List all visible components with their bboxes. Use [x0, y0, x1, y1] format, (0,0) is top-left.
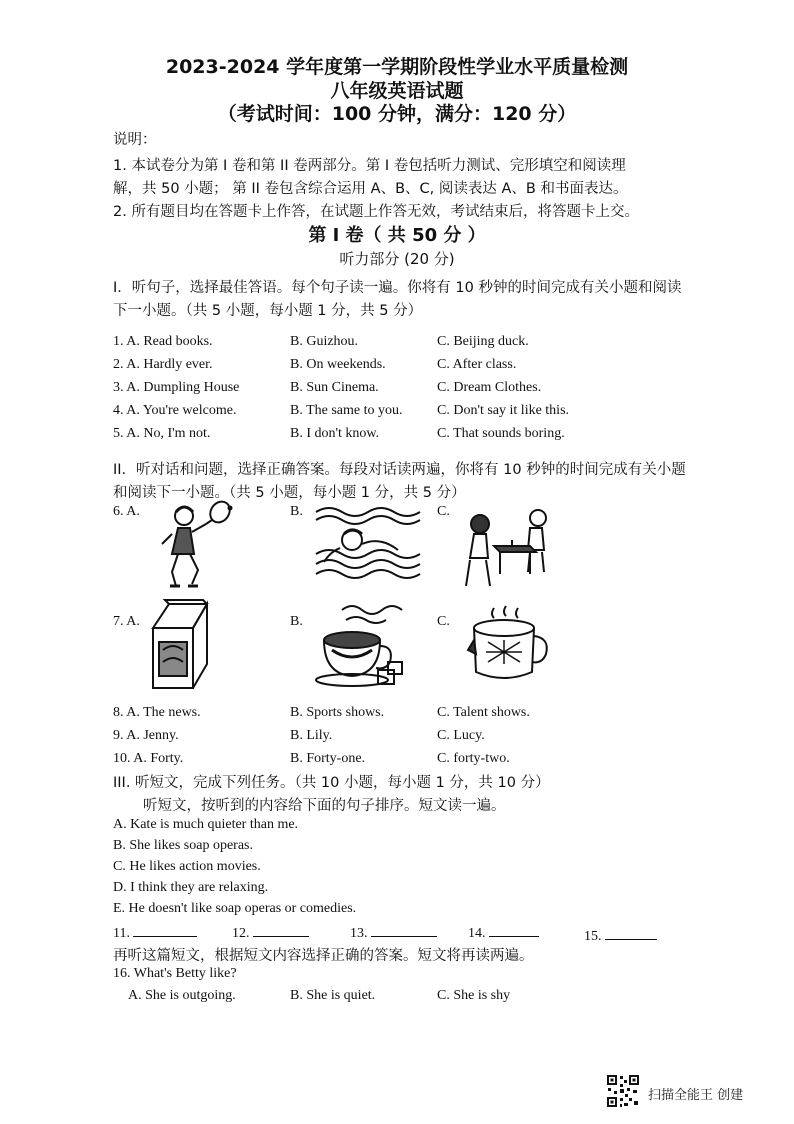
q3-option-a: 3. A. Dumpling House: [113, 380, 240, 395]
sentence-b: B. She likes soap operas.: [113, 838, 253, 853]
q7-label-b: B.: [290, 614, 303, 629]
volume-title: 第 I 卷（ 共 50 分 ）: [308, 225, 486, 246]
q8-option-b: B. Sports shows.: [290, 705, 385, 720]
q9-option-a: 9. A. Jenny.: [113, 728, 179, 743]
q16-option-c: C. She is shy: [437, 988, 511, 1003]
milk-carton-icon: [145, 598, 215, 692]
section1-instruction: I．听句子，选择最佳答语。每个句子读一遍。你将有 10 秒钟的时间完成有关小题和阅读: [113, 280, 682, 296]
scanner-watermark: 扫描全能王 创建: [648, 1088, 744, 1103]
q5-option-b: B. I don't know.: [290, 426, 380, 441]
q9-option-c: C. Lucy.: [437, 728, 485, 743]
table-tennis-icon: [460, 500, 560, 592]
answer-blank-12[interactable]: 12.: [232, 924, 309, 942]
swimmer-icon: [312, 502, 422, 582]
q5-option-c: C. That sounds boring.: [437, 426, 565, 441]
section1-instruction-cont: 下一小题。（共 5 小题，每小题 1 分，共 5 分）: [113, 303, 423, 319]
q5-option-a: 5. A. No, I'm not.: [113, 426, 211, 441]
q4-option-c: C. Don't say it like this.: [437, 403, 570, 418]
answer-blank-11[interactable]: 11.: [113, 924, 197, 942]
blank-line: [605, 927, 657, 940]
q3-option-b: B. Sun Cinema.: [290, 380, 379, 395]
notes-line-1: 1. 本试卷分为第 I 卷和第 II 卷两部分。第 I 卷包括听力测试、完形填空和阅读理: [113, 158, 626, 174]
q6-label-b: B.: [290, 504, 303, 519]
tennis-player-icon: [148, 500, 243, 590]
q4-option-a: 4. A. You're welcome.: [113, 403, 237, 418]
exam-time-score: （考试时间：100 分钟，满分：120 分）: [217, 103, 577, 125]
q1-option-a: 1. A. Read books.: [113, 334, 213, 349]
notes-label: 说明：: [113, 132, 157, 148]
sentence-d: D. I think they are relaxing.: [113, 880, 269, 895]
qr-code-icon: [606, 1074, 640, 1108]
q16-option-b: B. She is quiet.: [290, 988, 376, 1003]
q7-label-c: C.: [437, 614, 450, 629]
section3-task-2: 再听这篇短文，根据短文内容选择正确的答案。短文将再读两遍。: [113, 948, 534, 964]
coffee-cup-icon: [312, 600, 412, 692]
q3-option-c: C. Dream Clothes.: [437, 380, 542, 395]
blank-line: [489, 924, 539, 937]
q4-option-b: B. The same to you.: [290, 403, 403, 418]
q8-option-c: C. Talent shows.: [437, 705, 530, 720]
q16-option-a: A. She is outgoing.: [128, 988, 236, 1003]
q2-option-a: 2. A. Hardly ever.: [113, 357, 213, 372]
tea-mug-icon: [464, 604, 550, 686]
answer-blank-15[interactable]: 15.: [584, 927, 657, 945]
section2-instruction-cont: 和阅读下一小题。（共 5 小题，每小题 1 分，共 5 分）: [113, 485, 466, 501]
q6-label-a: 6. A.: [113, 504, 140, 519]
listening-title: 听力部分 (20 分): [339, 250, 455, 268]
section2-instruction: II．听对话和问题，选择正确答案。每段对话读两遍，你将有 10 秒钟的时间完成有关小题: [113, 462, 686, 478]
notes-line-3: 2. 所有题目均在答题卡上作答，在试题上作答无效，考试结束后，将答题卡上交。: [113, 204, 639, 220]
blank-line: [253, 924, 309, 937]
sentence-c: C. He likes action movies.: [113, 859, 261, 874]
q16-stem: 16. What's Betty like?: [113, 966, 237, 981]
q7-label-a: 7. A.: [113, 614, 140, 629]
q8-option-a: 8. A. The news.: [113, 705, 201, 720]
q6-label-c: C.: [437, 504, 450, 519]
exam-title: 2023-2024 学年度第一学期阶段性学业水平质量检测: [165, 56, 629, 78]
q10-option-b: B. Forty-one.: [290, 751, 366, 766]
q10-option-c: C. forty-two.: [437, 751, 510, 766]
q2-option-c: C. After class.: [437, 357, 517, 372]
sentence-a: A. Kate is much quieter than me.: [113, 817, 299, 832]
blank-line: [133, 924, 197, 937]
answer-blank-14[interactable]: 14.: [468, 924, 539, 942]
q2-option-b: B. On weekends.: [290, 357, 386, 372]
exam-subtitle: 八年级英语试题: [330, 80, 464, 102]
q1-option-c: C. Beijing duck.: [437, 334, 529, 349]
q1-option-b: B. Guizhou.: [290, 334, 359, 349]
section3-task-1: 听短文，按听到的内容给下面的句子排序。短文读一遍。: [143, 798, 506, 814]
sentence-e: E. He doesn't like soap operas or comedies.: [113, 901, 357, 916]
section3-instruction: III. 听短文，完成下列任务。（共 10 小题，每小题 1 分，共 10 分）: [113, 775, 550, 791]
q10-option-a: 10. A. Forty.: [113, 751, 184, 766]
q9-option-b: B. Lily.: [290, 728, 333, 743]
blank-line: [371, 924, 437, 937]
answer-blank-13[interactable]: 13.: [350, 924, 437, 942]
notes-line-2: 解，共 50 小题； 第 II 卷包含综合运用 A、B、C, 阅读表达 A、B 和书面表达。: [113, 181, 628, 197]
